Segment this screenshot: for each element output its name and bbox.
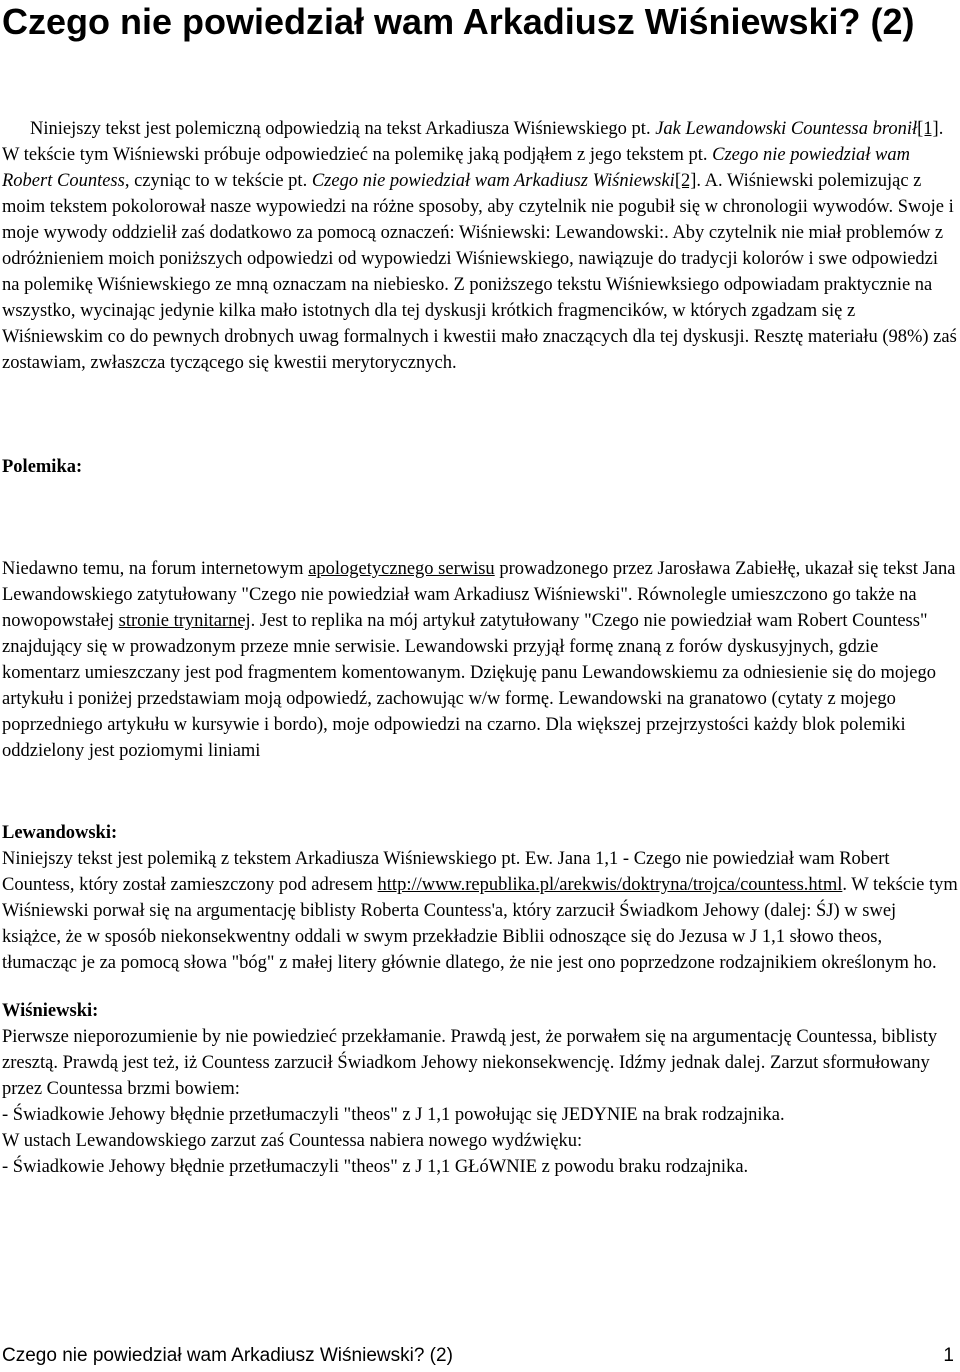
trinitarian-site-link[interactable]: stronie trynitarnej <box>118 611 251 631</box>
wisniewski-line-2: - Świadkowie Jehowy błędnie przetłumaczyli "theos" z J 1,1 powołując się JEDYNIE na brak rodzajnika. <box>2 1105 785 1125</box>
lewandowski-paragraph <box>2 846 958 976</box>
polemika-paragraph <box>2 556 958 764</box>
intro-paragraph <box>2 116 958 376</box>
lewandowski-text-1: Niniejszy tekst jest polemiką z tekstem Arkadiusza Wiśniewskiego pt. Ew. Jana 1,1 - Czego nie powiedział wam Robert Countess, który został zamieszczony pod adresem <box>2 849 890 895</box>
intro-text-4: . A. Wiśniewski polemizując z moim tekstem pokolorował nasze wypowiedzi na różne sposoby, aby czytelnik nie pogubił się w chronologii wywodów. Swoje i moje wywody oddzielił zaś dodatkowo za pomocą oznaczeń: Wiśniewski: Lewandowski:. Aby czytelnik nie miał problemów z odróżnieniem moich poniższych odpowiedzi od wypowiedzi Wiśniewskiego, nawiązuje do tradycji kolorów i swe odpowiedzi na polemikę Wiśniewskiego ze mną oznaczam na niebiesko. Z poniższego tekstu Wiśniewksiego odpowiadam praktycznie na wszystko, wycinając jedynie kilka mało istotnych dla tej dyskusji krótkich fragmencików, w których zgadzam się z Wiśniewskim co do pewnych drobnych uwag formalnych i kwestii mało znaczących dla tej dyskusji. Resztę materiału (98%) zaś zostawiam, zwłaszcza tyczącego się kwestii merytorycznych. <box>2 171 957 373</box>
intro-italic-title-1: Jak Lewandowski Countessa bronił <box>655 119 918 139</box>
intro-italic-title-2: Czego nie powiedział wam Robert Countess <box>2 145 910 191</box>
page-footer <box>2 1342 958 1370</box>
polemika-text-3: . Jest to replika na mój artykuł zatytułowany "Czego nie powiedział wam Robert Countess" znajdujący się w prowadzonym przeze mnie serwisie. Lewandowski przyjął formę znaną z forów dyskusyjnych, gdzie komentarz umieszczany jest pod fragmentem komentowanym. Dziękuję panu Lewandowskiemu za odniesienie się do mojego artykułu i poniżej przedstawiam moją odpowiedź, zachowując w/w formę. Lewandowski na granatowo (cytaty z mojego poprzedniego artykułu w kursywie i bordo), moje odpowiedzi na czarno. Dla większej przejrzystości każdy blok polemiki oddzielony jest poziomymi liniami <box>2 611 936 761</box>
polemika-text-1: Niedawno temu, na forum internetowym <box>2 559 309 579</box>
spacer <box>2 376 958 454</box>
intro-italic-title-3: Czego nie powiedział wam Arkadiusz Wiśniewski <box>311 171 675 191</box>
polemika-heading: Polemika: <box>2 457 83 477</box>
wisniewski-line-4: - Świadkowie Jehowy błędnie przetłumaczyli "theos" z J 1,1 GŁóWNIE z powodu braku rodzajnika. <box>2 1157 749 1177</box>
lewandowski-text-2: . W tekście tym Wiśniewski porwał się na argumentację biblisty Roberta Countess'a, który zarzucił Świadkom Jehowy (dalej: ŚJ) w swej książce, że w sposób niekonsekwentny oddali w swym przekładzie Biblii odnoszące się do Jezusa w J 1,1 słowo theos, tłumacząc je za pomocą słowa "bóg" z małej litery głównie dlatego, że nie jest ono poprzedzone rodzajnikiem określonym ho. <box>2 875 958 973</box>
countess-article-link[interactable]: http://www.republika.pl/arekwis/doktryna/trojca/countess.html <box>377 875 843 895</box>
spacer <box>2 480 958 556</box>
page-title: Czego nie powiedział wam Arkadiusz Wiśniewski? (2) <box>2 1 915 42</box>
footnote-link-2[interactable]: [2] <box>674 171 697 191</box>
intro-text-2: . W tekście tym Wiśniewski próbuje odpowiedzieć na polemikę jaką podjąłem z jego tekstem pt. <box>2 119 944 165</box>
wisniewski-line-1: Pierwsze nieporozumienie by nie powiedzieć przekłamanie. Prawdą jest, że porwałem się na argumentację Countessa, biblisty zresztą. Prawdą jest też, iż Countess zarzucił Świadkom Jehowy niekonsekwencję. Idźmy jednak dalej. Zarzut sformułowany przez Countessa brzmi bowiem: <box>2 1027 938 1099</box>
lewandowski-heading: Lewandowski: <box>2 823 118 843</box>
footer-title: Czego nie powiedział wam Arkadiusz Wiśniewski? (2) <box>2 1345 453 1366</box>
intro-text-3: , czyniąc to w tekście pt. <box>124 171 312 191</box>
wisniewski-heading: Wiśniewski: <box>2 1001 99 1021</box>
spacer <box>2 976 958 998</box>
intro-text-1: Niniejszy tekst jest polemiczną odpowiedzią na tekst Arkadiusza Wiśniewskiego pt. <box>30 119 656 139</box>
polemika-text-2: prowadzonego przez Jarosława Zabiełłę, ukazał się tekst Jana Lewandowskiego zatytułowany "Czego nie powiedział wam Arkadiusz Wiśniewski". Równolegle umieszczono go także na nowopowstałej <box>2 559 956 631</box>
page-number: 1 <box>943 1345 954 1366</box>
wisniewski-line-3: W ustach Lewandowskiego zarzut zaś Countessa nabiera nowego wydźwięku: <box>2 1131 583 1151</box>
footnote-link-1[interactable]: [1] <box>917 119 939 139</box>
spacer <box>2 764 958 820</box>
apologetic-site-link[interactable]: apologetycznego serwisu <box>308 559 495 579</box>
document-body <box>2 116 958 1180</box>
